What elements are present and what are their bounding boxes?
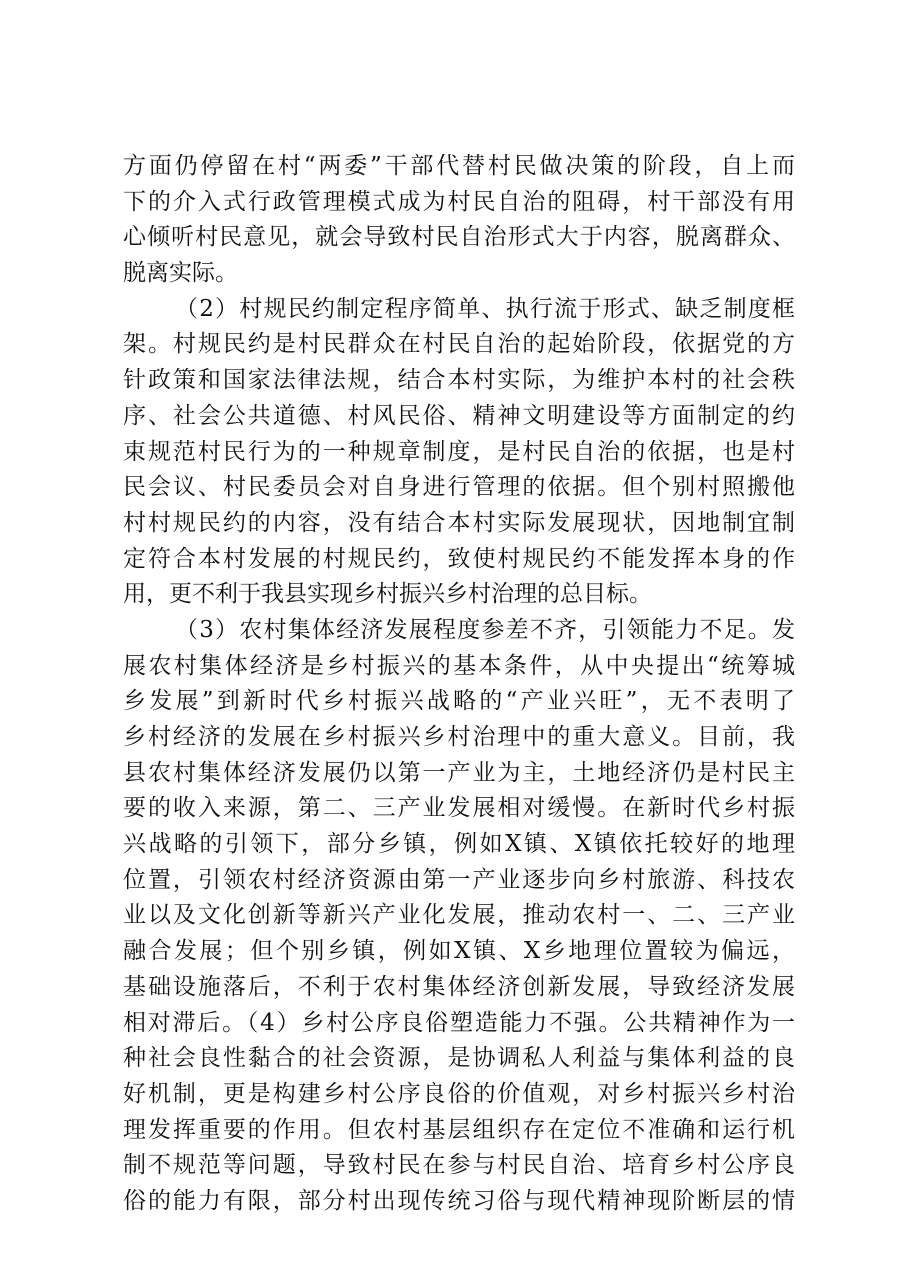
text-line: 村村规民约的内容，没有结合本村实际发展现状，因地制宜制 <box>123 509 795 536</box>
text-line: 方面仍停留在村“两委”干部代替村民做决策的阶段，自上而 <box>123 153 795 179</box>
text-line: 要的收入来源，第二、三产业发展相对缓慢。在新时代乡村振 <box>123 795 795 822</box>
text-line: 心倾听村民意见，就会导致村民自治形式大于内容，脱离群众、 <box>123 224 795 251</box>
text-line: 融合发展；但个别乡镇，例如X镇、X乡地理位置较为偏远， <box>123 938 795 965</box>
text-line: 位置，引领农村经济资源由第一产业逐步向乡村旅游、科技农 <box>123 866 795 893</box>
text-line: 脱离实际。 <box>123 260 238 287</box>
body-text <box>123 149 795 1220</box>
text-line: 相对滞后。（4）乡村公序良俗塑造能力不强。公共精神作为一 <box>123 1009 795 1036</box>
text-line: 架。村规民约是村民群众在村民自治的起始阶段，依据党的方 <box>123 331 795 358</box>
text-line: 基础设施落后，不利于农村集体经济创新发展，导致经济发展 <box>123 973 795 1000</box>
text-line: 用，更不利于我县实现乡村振兴乡村治理的总目标。 <box>123 581 652 608</box>
text-line: 展农村集体经济是乡村振兴的基本条件，从中央提出“统筹城 <box>123 652 795 679</box>
text-line: （2）村规民约制定程序简单、执行流于形式、缺乏制度框 <box>175 295 795 322</box>
text-line: 兴战略的引领下，部分乡镇，例如X镇、X镇依托较好的地理 <box>123 831 795 858</box>
text-line: 针政策和国家法律法规，结合本村实际，为维护本村的社会秩 <box>123 367 795 394</box>
text-line: （3）农村集体经济发展程度参差不齐，引领能力不足。发 <box>175 616 795 643</box>
text-line: 业以及文化创新等新兴产业化发展，推动农村一、二、三产业 <box>123 902 795 929</box>
text-line: 种社会良性黏合的社会资源，是协调私人利益与集体利益的良 <box>123 1045 795 1072</box>
text-line: 民会议、村民委员会对自身进行管理的依据。但个别村照搬他 <box>123 474 795 501</box>
text-line: 县农村集体经济发展仍以第一产业为主，土地经济仍是村民主 <box>123 759 795 786</box>
text-line: 序、社会公共道德、村风民俗、精神文明建设等方面制定的约 <box>123 402 795 429</box>
text-line: 乡村经济的发展在乡村振兴乡村治理中的重大意义。目前，我 <box>123 724 795 750</box>
text-line: 好机制，更是构建乡村公序良俗的价值观，对乡村振兴乡村治 <box>123 1080 795 1107</box>
text-line: 制不规范等问题，导致村民在参与村民自治、培育乡村公序良 <box>123 1152 795 1179</box>
text-line: 束规范村民行为的一种规章制度，是村民自治的依据，也是村 <box>123 438 795 465</box>
text-line: 俗的能力有限，部分村出现传统习俗与现代精神现阶断层的情 <box>123 1187 795 1214</box>
text-line: 乡发展”到新时代乡村振兴战略的“产业兴旺”，无不表明了 <box>123 688 795 715</box>
text-line: 理发挥重要的作用。但农村基层组织存在定位不准确和运行机 <box>123 1116 795 1143</box>
text-line: 定符合本村发展的村规民约，致使村规民约不能发挥本身的作 <box>123 545 795 572</box>
text-line: 下的介入式行政管理模式成为村民自治的阻碍，村干部没有用 <box>123 188 795 215</box>
